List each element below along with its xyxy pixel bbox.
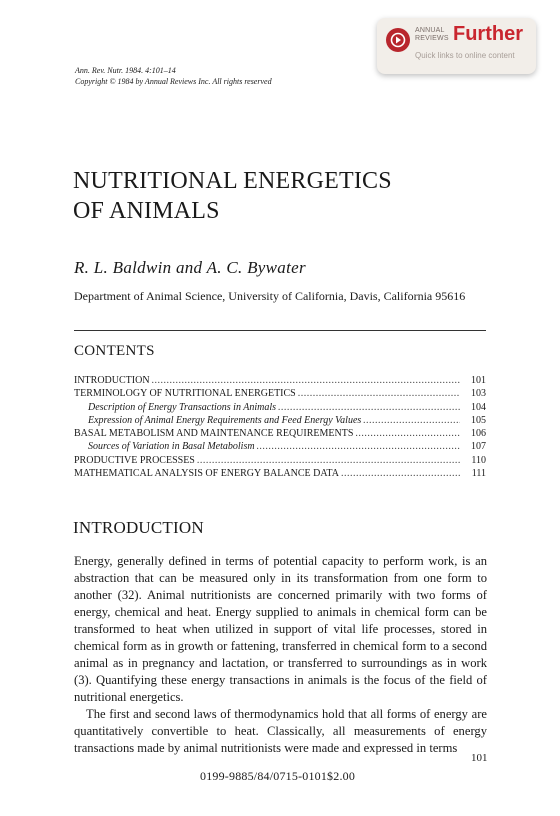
divider <box>74 330 486 331</box>
page-number: 101 <box>471 752 488 764</box>
section-heading-introduction: INTRODUCTION <box>73 518 204 537</box>
body-text <box>74 553 487 757</box>
citation-line: Ann. Rev. Nutr. 1984. 4:101–14 <box>75 66 176 75</box>
affiliation: Department of Animal Science, University of California, Davis, California 95616 <box>74 289 466 303</box>
paragraph: The first and second laws of thermodynamics hold that all forms of energy are quantitatively convertible to heat. Classically, all measurements of energy transactions made by animal nutritionists were made and expressed in terms <box>74 707 487 755</box>
badge-further-label: Further <box>453 23 523 45</box>
toc-entry[interactable]: PRODUCTIVE PROCESSES . . . 110 <box>74 454 486 467</box>
table-of-contents <box>74 374 486 480</box>
toc-entry[interactable]: BASAL METABOLISM AND MAINTENANCE REQUIREMENTS . . . 106 <box>74 427 486 440</box>
badge-annual-reviews-label: ANNUAL REVIEWS <box>415 27 449 42</box>
toc-entry[interactable]: MATHEMATICAL ANALYSIS OF ENERGY BALANCE DATA . . . 111 <box>74 467 486 480</box>
toc-subentry[interactable]: Expression of Animal Energy Requirements and Feed Energy Values . . . 105 <box>74 414 486 427</box>
badge-subtitle: Quick links to online content <box>415 51 515 60</box>
toc-subentry[interactable]: Sources of Variation in Basal Metabolism . . . 107 <box>74 440 486 453</box>
toc-entry[interactable]: INTRODUCTION . . . 101 <box>74 374 486 387</box>
journal-citation <box>75 65 272 87</box>
copyright-line: Copyright © 1984 by Annual Reviews Inc. All rights reserved <box>75 77 272 86</box>
toc-subentry[interactable]: Description of Energy Transactions in Animals . . . 104 <box>74 401 486 414</box>
annual-reviews-further-badge[interactable] <box>377 18 536 74</box>
toc-entry[interactable]: TERMINOLOGY OF NUTRITIONAL ENERGETICS . . . 103 <box>74 387 486 400</box>
paragraph: Energy, generally defined in terms of potential capacity to perform work, is an abstraction that can be measured only in its transformation from one form to another (32). Animal nutritionists are concerned primarily with two forms of energy, chemical and heat. Energy supplied to animals in chemical form can be transformed to heat when utilized in support of vital life processes, stored in chemical form as in growth or fattening, transferred in chemical form to a second animal as in pregnancy and lactation, or transferred to surroundings as in work (3). Quantifying these energy transactions in animals is the focus of the field of nutritional energetics. <box>74 554 487 704</box>
annual-reviews-logo-icon <box>386 28 410 52</box>
contents-heading: CONTENTS <box>74 343 155 359</box>
article-title: NUTRITIONAL ENERGETICS OF ANIMALS <box>73 168 392 224</box>
authors: R. L. Baldwin and A. C. Bywater <box>74 258 306 277</box>
publication-code: 0199-9885/84/0715-0101$2.00 <box>200 769 356 783</box>
